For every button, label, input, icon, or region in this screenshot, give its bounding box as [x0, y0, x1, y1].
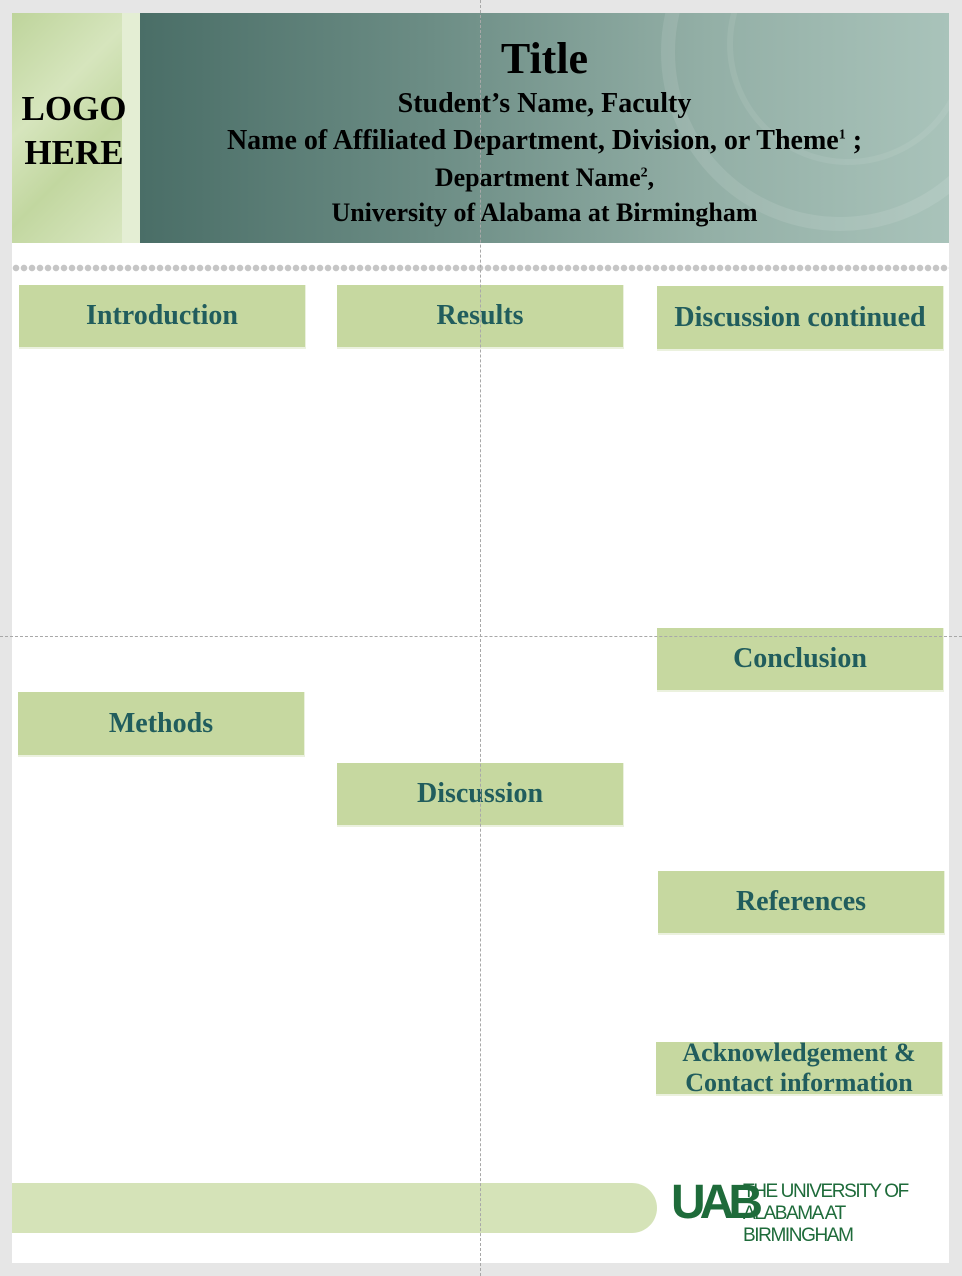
- horizontal-guide: [0, 636, 962, 637]
- uab-logo: [671, 1176, 921, 1246]
- section-discussion-continued-label: Discussion continued: [674, 301, 926, 333]
- footer-bar: [12, 1183, 657, 1233]
- section-discussion-label: Discussion: [416, 778, 544, 809]
- uab-mark: UAB: [671, 1176, 757, 1229]
- affiliation-superscript: 1: [838, 127, 846, 143]
- section-conclusion[interactable]: [657, 628, 944, 692]
- title-banner: [140, 13, 949, 243]
- section-methods-label: Methods: [108, 707, 214, 739]
- department-text: Department Name: [434, 163, 641, 192]
- section-methods[interactable]: [18, 692, 305, 757]
- author-line[interactable]: Student’s Name, Faculty: [397, 88, 692, 119]
- affiliation-line[interactable]: [140, 124, 949, 158]
- section-references-label: References: [735, 886, 867, 917]
- university-line[interactable]: University of Alabama at Birmingham: [331, 198, 758, 227]
- section-acknowledgement-line2: Contact information: [685, 1068, 913, 1097]
- department-superscript: 2: [640, 165, 648, 181]
- uab-name-line1: THE UNIVERSITY OF: [743, 1181, 908, 1202]
- affiliation-suffix: ;: [845, 125, 863, 156]
- section-introduction[interactable]: [19, 285, 306, 349]
- uab-name: [743, 1181, 923, 1247]
- section-introduction-label: Introduction: [86, 300, 238, 331]
- section-acknowledgement-line1: Acknowledgement &: [682, 1038, 916, 1067]
- section-references[interactable]: [658, 871, 945, 935]
- department-line[interactable]: [140, 162, 949, 194]
- logo-panel: [12, 13, 140, 243]
- uab-name-line2: ALABAMA AT BIRMINGHAM: [743, 1203, 853, 1246]
- department-suffix: ,: [647, 163, 655, 192]
- section-acknowledgement[interactable]: [656, 1038, 943, 1097]
- affiliation-text: Name of Affiliated Department, Division, or Theme: [226, 125, 839, 156]
- section-discussion-continued[interactable]: [657, 286, 944, 351]
- vertical-guide: [480, 0, 481, 1276]
- section-results-label: Results: [436, 300, 524, 331]
- logo-placeholder[interactable]: LOGO HERE: [21, 89, 127, 172]
- poster-title[interactable]: Title: [500, 34, 589, 83]
- section-conclusion-label: Conclusion: [733, 643, 867, 674]
